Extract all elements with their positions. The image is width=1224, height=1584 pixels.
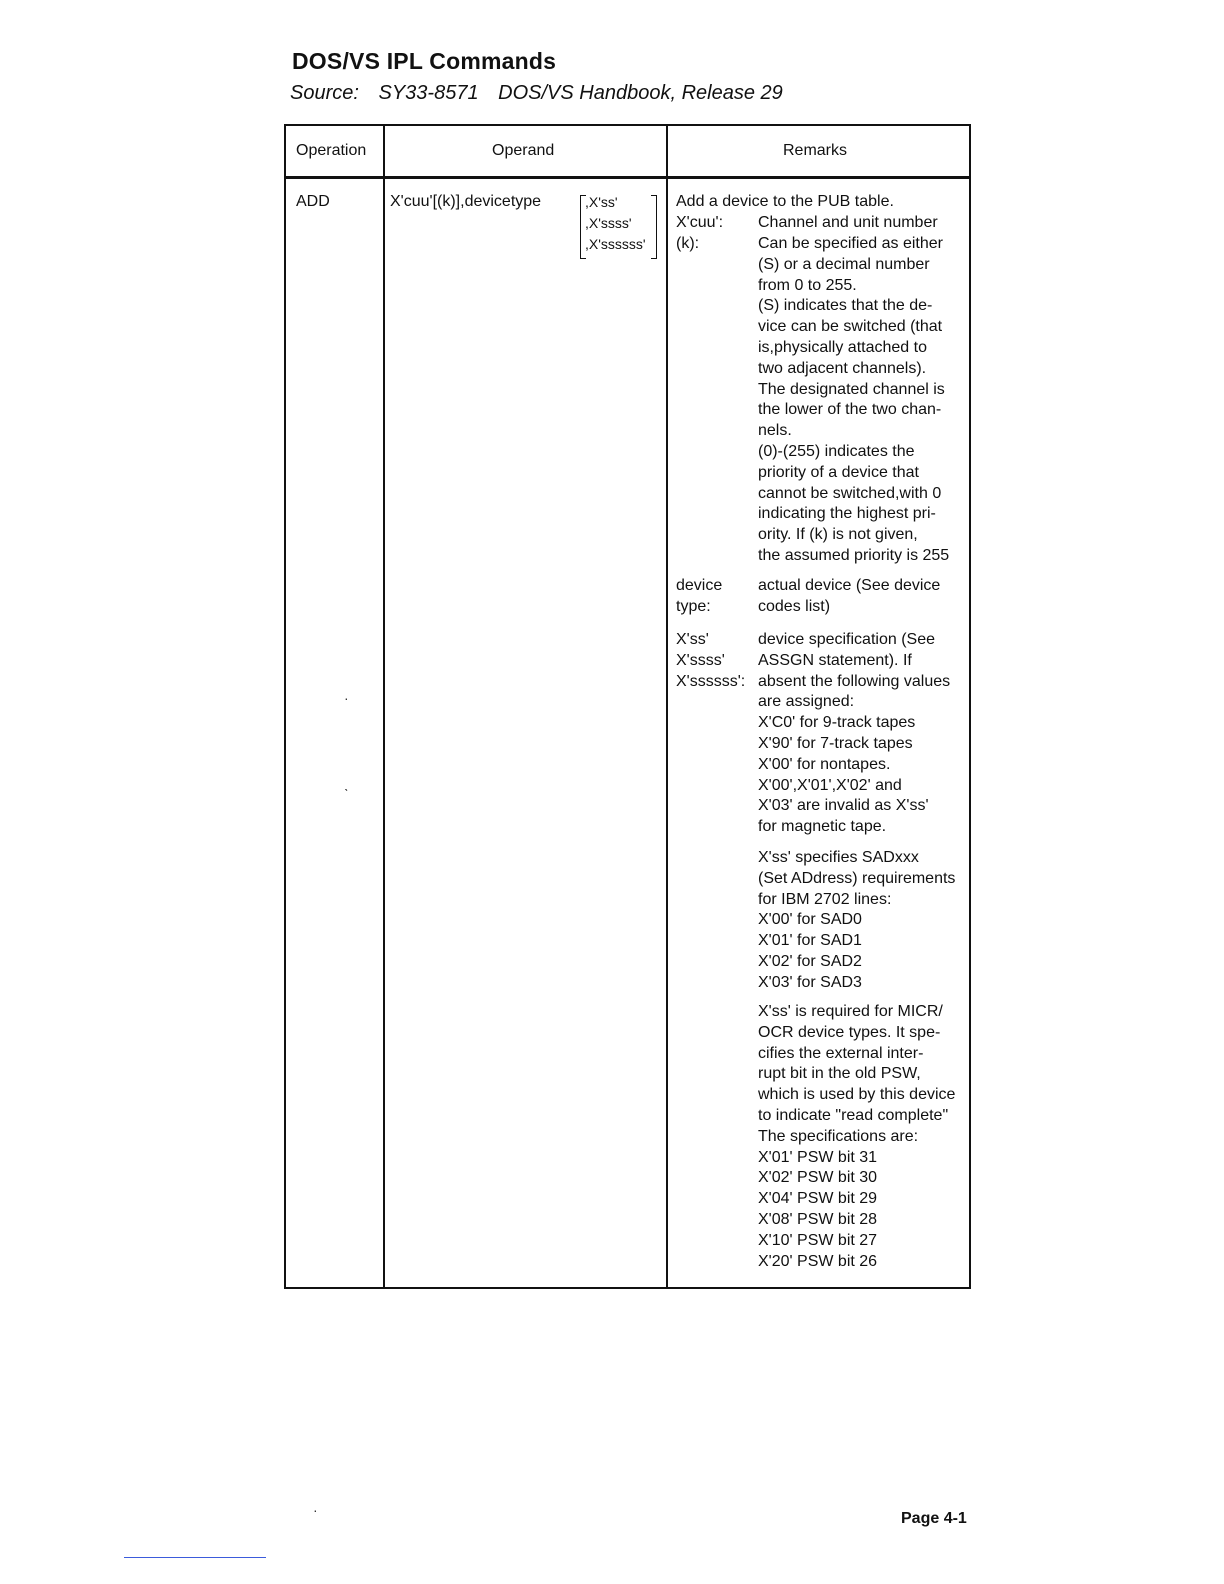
- remark-line: X'00' for SAD0: [758, 911, 862, 929]
- header-divider: [286, 176, 969, 179]
- remark-line: OCR device types. It spe-: [758, 1023, 941, 1041]
- remark-line: X'20' PSW bit 26: [758, 1252, 878, 1270]
- column-divider: [666, 126, 668, 1287]
- remark-line: for IBM 2702 lines:: [758, 890, 892, 908]
- term-line: device: [676, 577, 723, 594]
- remark-line: X'00',X'01',X'02' and: [758, 776, 902, 794]
- remark-line: The designated channel is: [758, 380, 945, 398]
- text-devicetype: [758, 576, 976, 618]
- remark-line: two adjacent channels).: [758, 359, 927, 377]
- operand-main: X'cuu'[(k)],devicetype: [390, 193, 542, 210]
- stray-mark: ˋ: [344, 786, 349, 802]
- remark-line: ority. If (k) is not given,: [758, 526, 918, 544]
- remark-line: to indicate "read complete": [758, 1106, 949, 1124]
- stray-mark: ·: [344, 690, 349, 706]
- remarks-ss: [676, 630, 971, 840]
- remark-line: codes list): [758, 597, 831, 615]
- remark-line: (Set ADdress) requirements: [758, 869, 956, 887]
- remark-line: X'C0' for 9-track tapes: [758, 714, 916, 732]
- text-k: [758, 234, 976, 567]
- operand-option: ,X'ssssss': [585, 236, 646, 252]
- remark-line: cifies the external inter-: [758, 1044, 924, 1062]
- right-bracket: [651, 195, 657, 259]
- remarks-intro: Add a device to the PUB table.: [676, 193, 894, 210]
- remark-line: vice can be switched (that: [758, 318, 943, 336]
- remark-line: X'ss' is required for MICR/: [758, 1003, 943, 1020]
- remark-line: ASSGN statement). If: [758, 651, 912, 669]
- remark-line: are assigned:: [758, 693, 855, 711]
- remark-line: X'02' PSW bit 30: [758, 1169, 878, 1187]
- remark-line: X'01' for SAD1: [758, 932, 862, 950]
- remarks-k: [676, 234, 971, 574]
- remark-line: absent the following values: [758, 672, 951, 690]
- remark-line: cannot be switched,with 0: [758, 484, 942, 502]
- remarks-sad: [676, 848, 971, 996]
- header-operation: Operation: [296, 142, 367, 159]
- source-code: SY33-8571: [378, 82, 479, 104]
- remark-line: The specifications are:: [758, 1127, 919, 1145]
- source-label: Source:: [290, 82, 359, 104]
- operand-option: ,X'ss': [585, 194, 618, 210]
- operand-options: [585, 192, 646, 255]
- remark-line: X'03' for SAD3: [758, 973, 862, 991]
- remark-line: the assumed priority is 255: [758, 546, 950, 564]
- remark-line: Can be specified as either: [758, 235, 943, 252]
- remark-line: X'90' for 7-track tapes: [758, 734, 913, 752]
- term-ss: [676, 630, 756, 692]
- text-cuu: Channel and unit number: [758, 214, 938, 231]
- text-ss: [758, 630, 976, 838]
- commands-table: [284, 124, 971, 1289]
- stray-mark: ·: [313, 1502, 318, 1518]
- remark-line: X'02' for SAD2: [758, 952, 862, 970]
- footer-rule: [124, 1557, 266, 1558]
- term-devicetype: [676, 576, 756, 618]
- remark-line: (S) or a decimal number: [758, 255, 930, 273]
- remarks-cuu: [676, 213, 971, 233]
- remarks-devicetype: [676, 576, 971, 620]
- source-book: DOS/VS Handbook, Release 29: [498, 82, 783, 104]
- remarks-micr: [676, 1002, 971, 1277]
- remark-line: X'04' PSW bit 29: [758, 1190, 878, 1208]
- remark-line: X'08' PSW bit 28: [758, 1210, 878, 1228]
- column-divider: [383, 126, 385, 1287]
- source-line: [290, 82, 797, 105]
- term-line: X'ssssss':: [676, 672, 746, 690]
- remark-line: nels.: [758, 422, 792, 440]
- term-line: X'ss': [676, 631, 709, 648]
- page-number: Page 4-1: [901, 1510, 967, 1527]
- operation-cell: ADD: [296, 193, 330, 210]
- remark-line: the lower of the two chan-: [758, 401, 942, 419]
- page-title: DOS/VS IPL Commands: [292, 48, 557, 74]
- remark-line: X'03' are invalid as X'ss': [758, 797, 929, 815]
- remark-line: priority of a device that: [758, 463, 919, 481]
- term-cuu: X'cuu':: [676, 214, 724, 231]
- remark-line: (S) indicates that the de-: [758, 297, 933, 315]
- remark-line: X'01' PSW bit 31: [758, 1148, 878, 1166]
- remark-line: rupt bit in the old PSW,: [758, 1065, 921, 1083]
- text-micr: [758, 1002, 976, 1272]
- remark-line: from 0 to 255.: [758, 276, 857, 294]
- header-remarks: Remarks: [783, 142, 848, 159]
- term-line: type:: [676, 597, 711, 615]
- remark-line: indicating the highest pri-: [758, 505, 936, 523]
- remark-line: (0)-(255) indicates the: [758, 442, 915, 460]
- header-operand: Operand: [492, 142, 555, 159]
- remark-line: which is used by this device: [758, 1086, 956, 1104]
- operand-option: ,X'ssss': [585, 215, 632, 231]
- remark-line: X'ss' specifies SADxxx: [758, 849, 919, 866]
- remark-line: device specification (See: [758, 631, 935, 648]
- remark-line: actual device (See device: [758, 577, 941, 594]
- remark-line: X'10' PSW bit 27: [758, 1231, 878, 1249]
- term-k: (k):: [676, 235, 700, 252]
- text-sad: [758, 848, 976, 994]
- remark-line: is,physically attached to: [758, 338, 927, 356]
- remark-line: X'00' for nontapes.: [758, 755, 891, 773]
- remark-line: for magnetic tape.: [758, 818, 887, 836]
- term-line: X'ssss': [676, 651, 725, 669]
